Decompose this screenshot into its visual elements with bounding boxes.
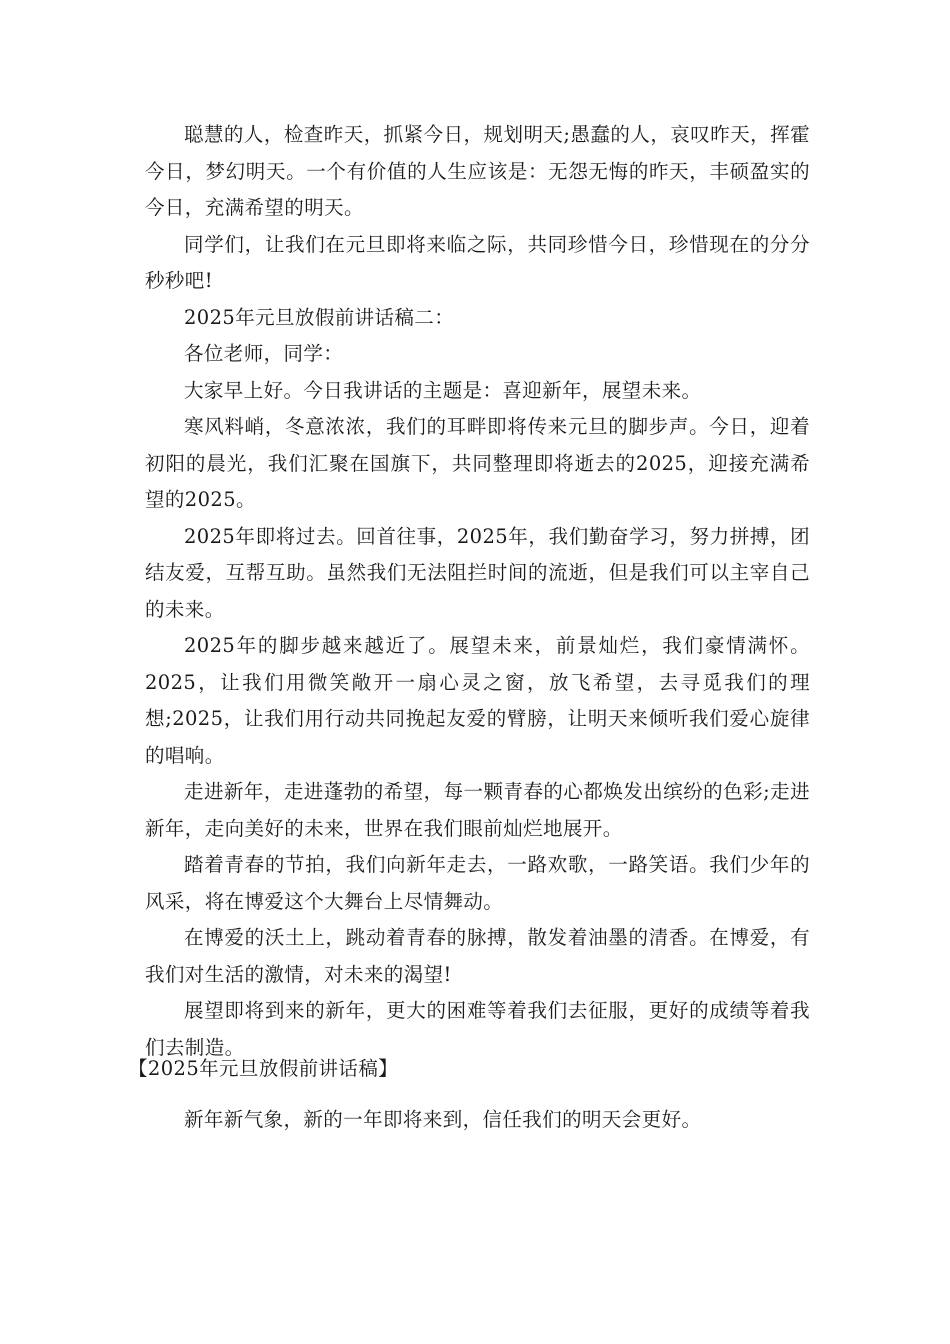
salutation: 各位老师，同学： — [184, 342, 344, 365]
paragraph: 2025年的脚步越来越近了。展望未来，前景灿烂，我们豪情满怀。2025，让我们用微笑敞开一扇心灵之窗，放飞希望，去寻觅我们的理想;2025，让我们用行动共同挽起友爱的臂膀，让明天来倾听我们爱心旋律的唱响。 — [145, 634, 810, 767]
paragraph: 展望即将到来的新年，更大的困难等着我们去征服，更好的成绩等着我们去制造。 — [145, 999, 810, 1059]
paragraph: 踏着青春的节拍，我们向新年走去，一路欢歌，一路笑语。我们少年的风采，将在博爱这个大舞台上尽情舞动。 — [145, 853, 810, 913]
document-title-footer: 【2025年元旦放假前讲话稿】 — [128, 1057, 399, 1080]
paragraph: 走进新年，走进蓬勃的希望，每一颗青春的心都焕发出缤纷的色彩;走进新年，走向美好的未来，世界在我们眼前灿烂地展开。 — [145, 780, 810, 840]
paragraph: 聪慧的人，检查昨天，抓紧今日，规划明天;愚蠢的人，哀叹昨天，挥霍今日，梦幻明天。一个有价值的人生应该是：无怨无悔的昨天，丰硕盈实的今日，充满希望的明天。 — [145, 123, 810, 219]
closing-paragraph: 新年新气象，新的一年即将来到，信任我们的明天会更好。 — [184, 1108, 702, 1131]
paragraph: 同学们，让我们在元旦即将来临之际，共同珍惜今日，珍惜现在的分分秒秒吧! — [145, 232, 810, 292]
document-body — [145, 117, 810, 1139]
paragraph: 大家早上好。今日我讲话的主题是：喜迎新年，展望未来。 — [184, 378, 702, 402]
paragraph: 寒风料峭，冬意浓浓，我们的耳畔即将传来元旦的脚步声。今日，迎着初阳的晨光，我们汇聚在国旗下，共同整理即将逝去的2025，迎接充满希望的2025。 — [145, 415, 810, 511]
paragraph: 在博爱的沃土上，跳动着青春的脉搏，散发着油墨的清香。在博爱，有我们对生活的激情，对未来的渴望! — [145, 926, 810, 986]
paragraph: 2025年即将过去。回首往事，2025年，我们勤奋学习，努力拼搏，团结友爱，互帮互助。虽然我们无法阻拦时间的流逝，但是我们可以主宰自己的未来。 — [145, 524, 810, 621]
section-heading: 2025年元旦放假前讲话稿二： — [184, 305, 455, 329]
